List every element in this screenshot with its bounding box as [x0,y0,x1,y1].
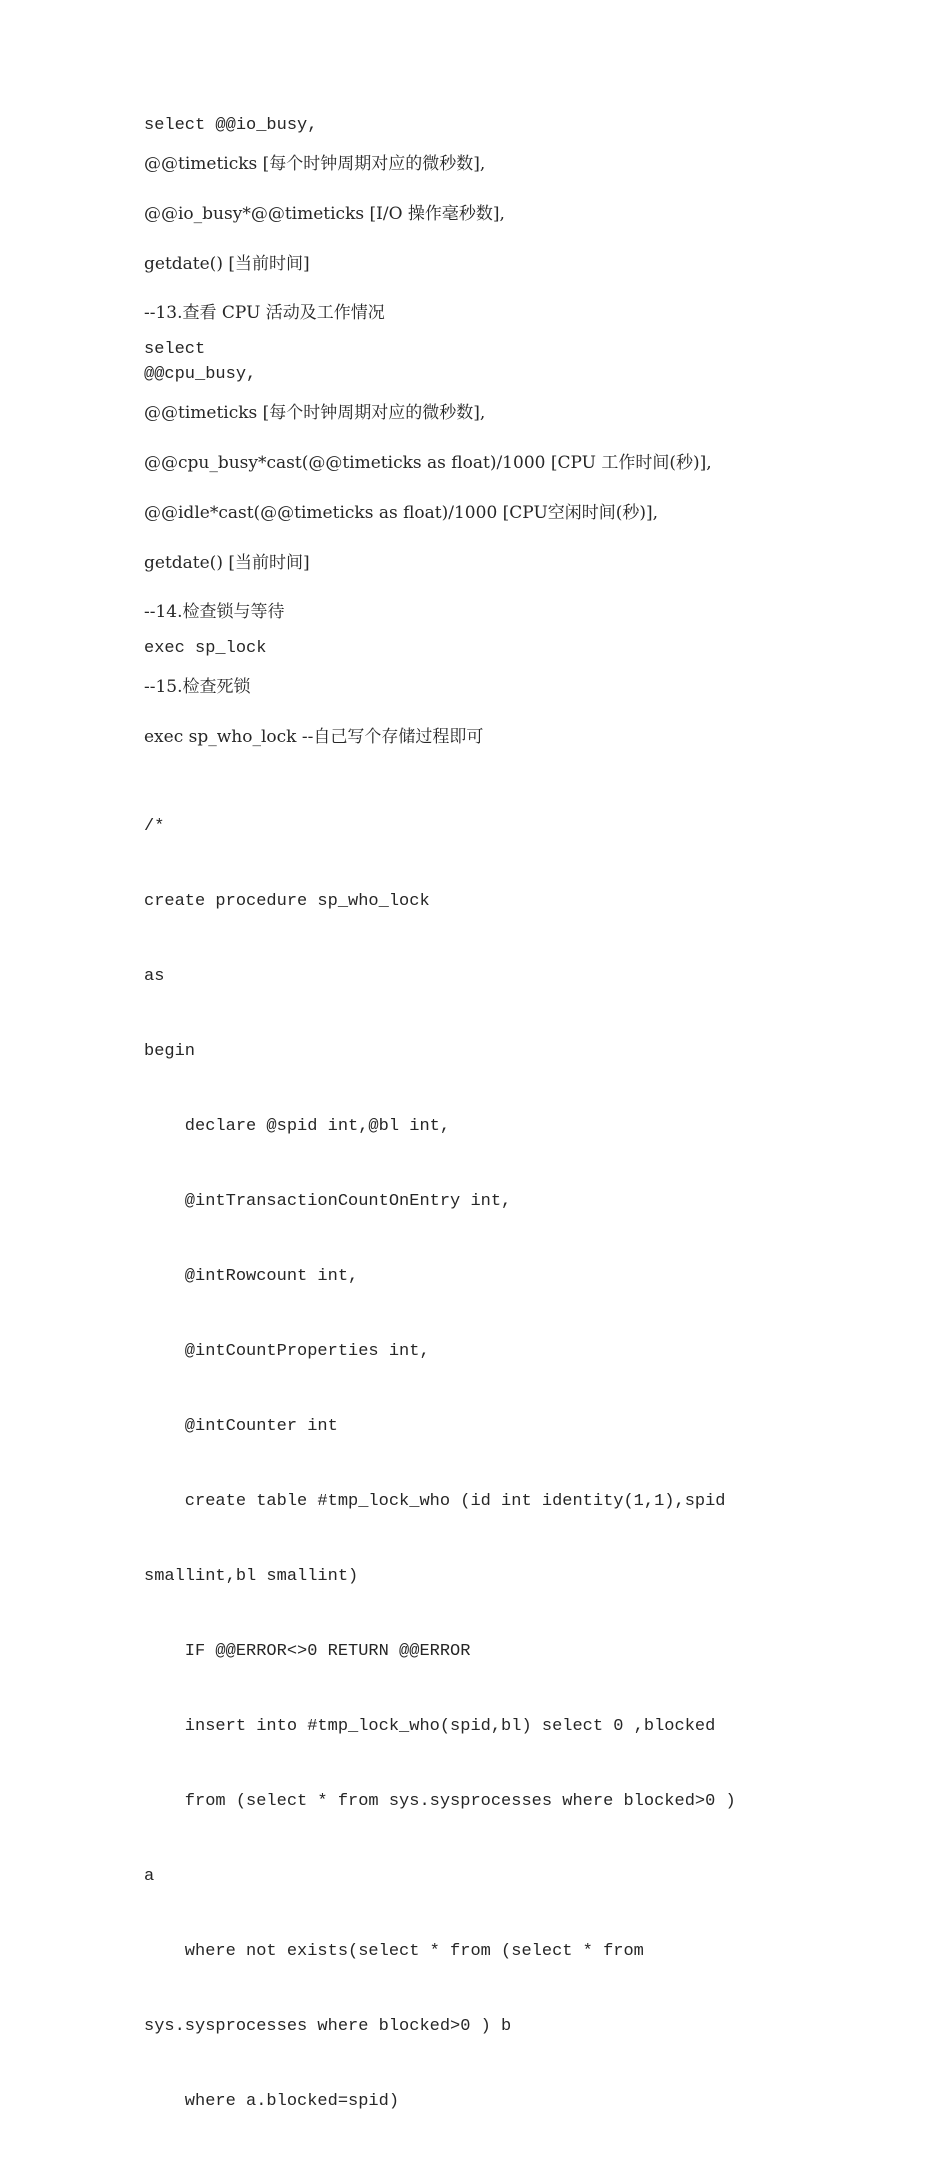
section-heading-13: --13.查看 CPU 活动及工作情况 [144,303,385,323]
code-line-sp-who-lock: exec sp_who_lock --自己写个存储过程即可 [144,727,484,747]
code-line: create procedure sp_who_lock [144,892,430,911]
code-line-timeticks: @@timeticks [每个时钟周期对应的微秒数], [144,154,486,174]
code-line-select: select [144,340,206,359]
code-line: IF @@ERROR<>0 RETURN @@ERROR [144,1642,471,1661]
code-line: smallint,bl smallint) [144,1567,359,1586]
section-heading-15: --15.检查死锁 [144,677,251,697]
code-line: /* [144,817,165,836]
code-line: where a.blocked=spid) [144,2092,400,2111]
code-line-cpu-idle-time: @@idle*cast(@@timeticks as float)/1000 [CPU空闲时间(秒)], [144,503,659,523]
code-line-sp-lock: exec sp_lock [144,639,267,658]
code-line: declare @spid int,@bl int, [144,1117,451,1136]
section-heading-14: --14.检查锁与等待 [144,602,285,622]
code-line-timeticks-2: @@timeticks [每个时钟周期对应的微秒数], [144,403,486,423]
code-line: create table #tmp_lock_who (id int identity(1,1),spid [144,1492,726,1511]
code-line: insert into #tmp_lock_who(spid,bl) select 0 ,blocked [144,1717,716,1736]
code-line: @intTransactionCountOnEntry int, [144,1192,512,1211]
code-line-getdate: getdate() [当前时间] [144,254,310,274]
code-line: @intCountProperties int, [144,1342,430,1361]
code-line: begin [144,1042,196,1061]
code-line: @intRowcount int, [144,1267,359,1286]
code-line-cpu-work-time: @@cpu_busy*cast(@@timeticks as float)/1000 [CPU 工作时间(秒)], [144,453,712,473]
code-line-io-busy: select @@io_busy, [144,116,318,135]
code-line: sys.sysprocesses where blocked>0 ) b [144,2017,512,2036]
procedure-code-block [144,764,736,2164]
code-line-getdate-2: getdate() [当前时间] [144,553,310,573]
code-line: as [144,967,165,986]
code-line-io-ms: @@io_busy*@@timeticks [I/O 操作毫秒数], [144,204,505,224]
code-line: from (select * from sys.sysprocesses where blocked>0 ) [144,1792,736,1811]
code-line: @intCounter int [144,1417,338,1436]
code-line: a [144,1867,155,1886]
code-line: where not exists(select * from (select * from [144,1942,644,1961]
code-line-cpu-busy: @@cpu_busy, [144,365,257,384]
